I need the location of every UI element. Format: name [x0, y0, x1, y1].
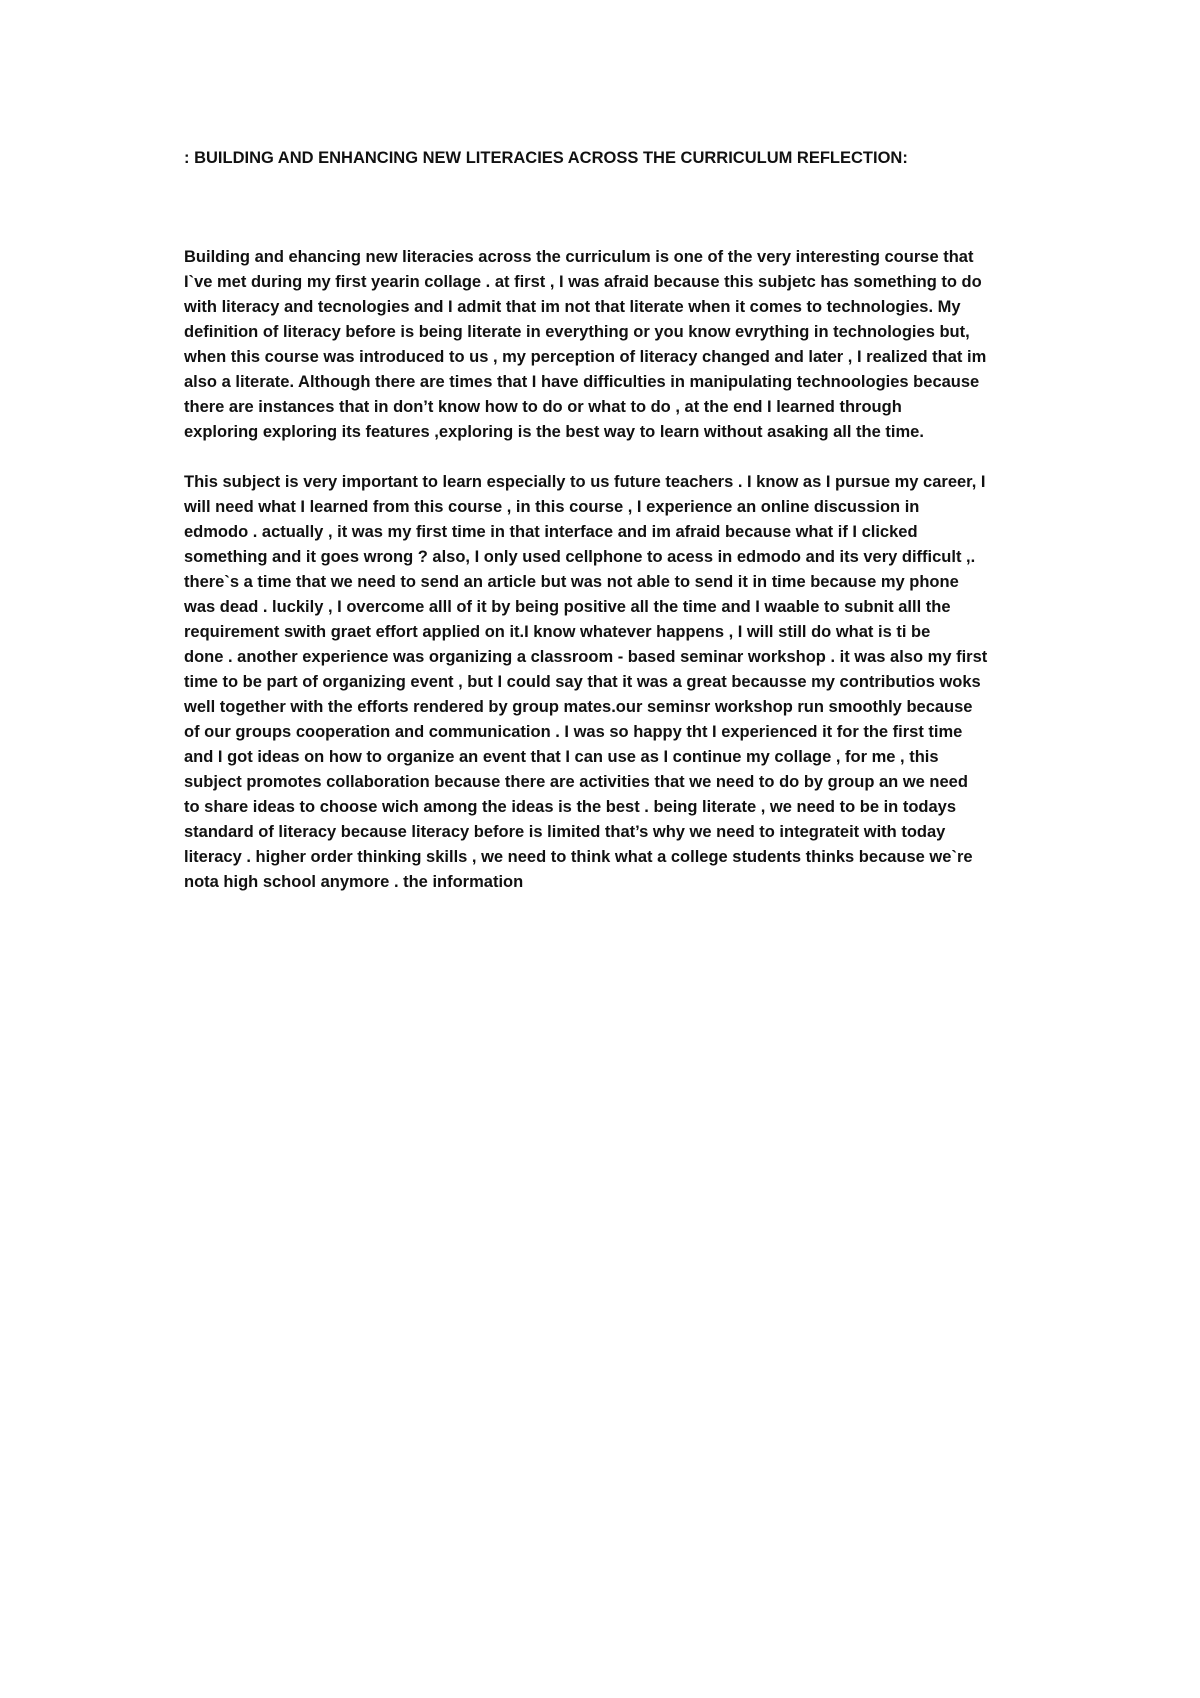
paragraph-2-line: subject promotes collaboration because there are activities that we need to do by group an we need [184, 773, 968, 791]
paragraph-2 [184, 470, 1030, 895]
paragraph-2-line: and I got ideas on how to organize an event that I can use as I continue my collage , for me , this [184, 748, 939, 766]
paragraph-2-line: was dead . luckily , I overcome alll of it by being positive all the time and I waable to subnit alll the [184, 598, 951, 616]
paragraph-2-line: edmodo . actually , it was my first time in that interface and im afraid because what if I clicked [184, 523, 918, 541]
paragraph-1-line: definition of literacy before is being literate in everything or you know evrything in technologies but, [184, 323, 970, 341]
paragraph-2-line: of our groups cooperation and communication . I was so happy tht I experienced it for the first time [184, 723, 963, 741]
document-body [184, 245, 1030, 895]
paragraph-1-line: there are instances that in don’t know how to do or what to do , at the end I learned through [184, 398, 902, 416]
paragraph-2-line: will need what I learned from this course , in this course , I experience an online discussion in [184, 498, 920, 516]
paragraph-1-line: Building and ehancing new literacies across the curriculum is one of the very interesting course that [184, 248, 974, 266]
paragraph-2-line: literacy . higher order thinking skills , we need to think what a college students thinks because we`re [184, 848, 973, 866]
document-title: : BUILDING AND ENHANCING NEW LITERACIES ACROSS THE CURRICULUM REFLECTION: [184, 149, 908, 167]
paragraph-1-line: also a literate. Although there are times that I have difficulties in manipulating technoologies because [184, 373, 980, 391]
paragraph-2-line: to share ideas to choose wich among the ideas is the best . being literate , we need to be in todays [184, 798, 957, 816]
paragraph-1-line: exploring exploring its features ,exploring is the best way to learn without asaking all the time. [184, 423, 924, 441]
paragraph-2-line: requirement swith graet effort applied on it.I know whatever happens , I will still do what is ti be [184, 623, 931, 641]
paragraph-1 [184, 245, 1030, 445]
paragraph-2-line: something and it goes wrong ? also, I only used cellphone to acess in edmodo and its very difficult ,. [184, 548, 976, 566]
paragraph-2-line: done . another experience was organizing a classroom - based seminar workshop . it was also my first [184, 648, 988, 666]
paragraph-2-line: there`s a time that we need to send an article but was not able to send it in time because my phone [184, 573, 959, 591]
paragraph-2-line: nota high school anymore . the information [184, 873, 524, 891]
paragraph-1-line: when this course was introduced to us , my perception of literacy changed and later , I realized that im [184, 348, 987, 366]
paragraph-2-line: well together with the efforts rendered by group mates.our seminsr workshop run smoothly because [184, 698, 973, 716]
paragraph-2-line: time to be part of organizing event , but I could say that it was a great becausse my contributios woks [184, 673, 981, 691]
paragraph-1-line: I`ve met during my first yearin collage . at first , I was afraid because this subjetc has something to do [184, 273, 982, 291]
paragraph-2-line: This subject is very important to learn especially to us future teachers . I know as I pursue my career, I [184, 473, 986, 491]
paragraph-2-line: standard of literacy because literacy before is limited that’s why we need to integrateit with today [184, 823, 946, 841]
paragraph-1-line: with literacy and tecnologies and I admit that im not that literate when it comes to technologies. My [184, 298, 961, 316]
